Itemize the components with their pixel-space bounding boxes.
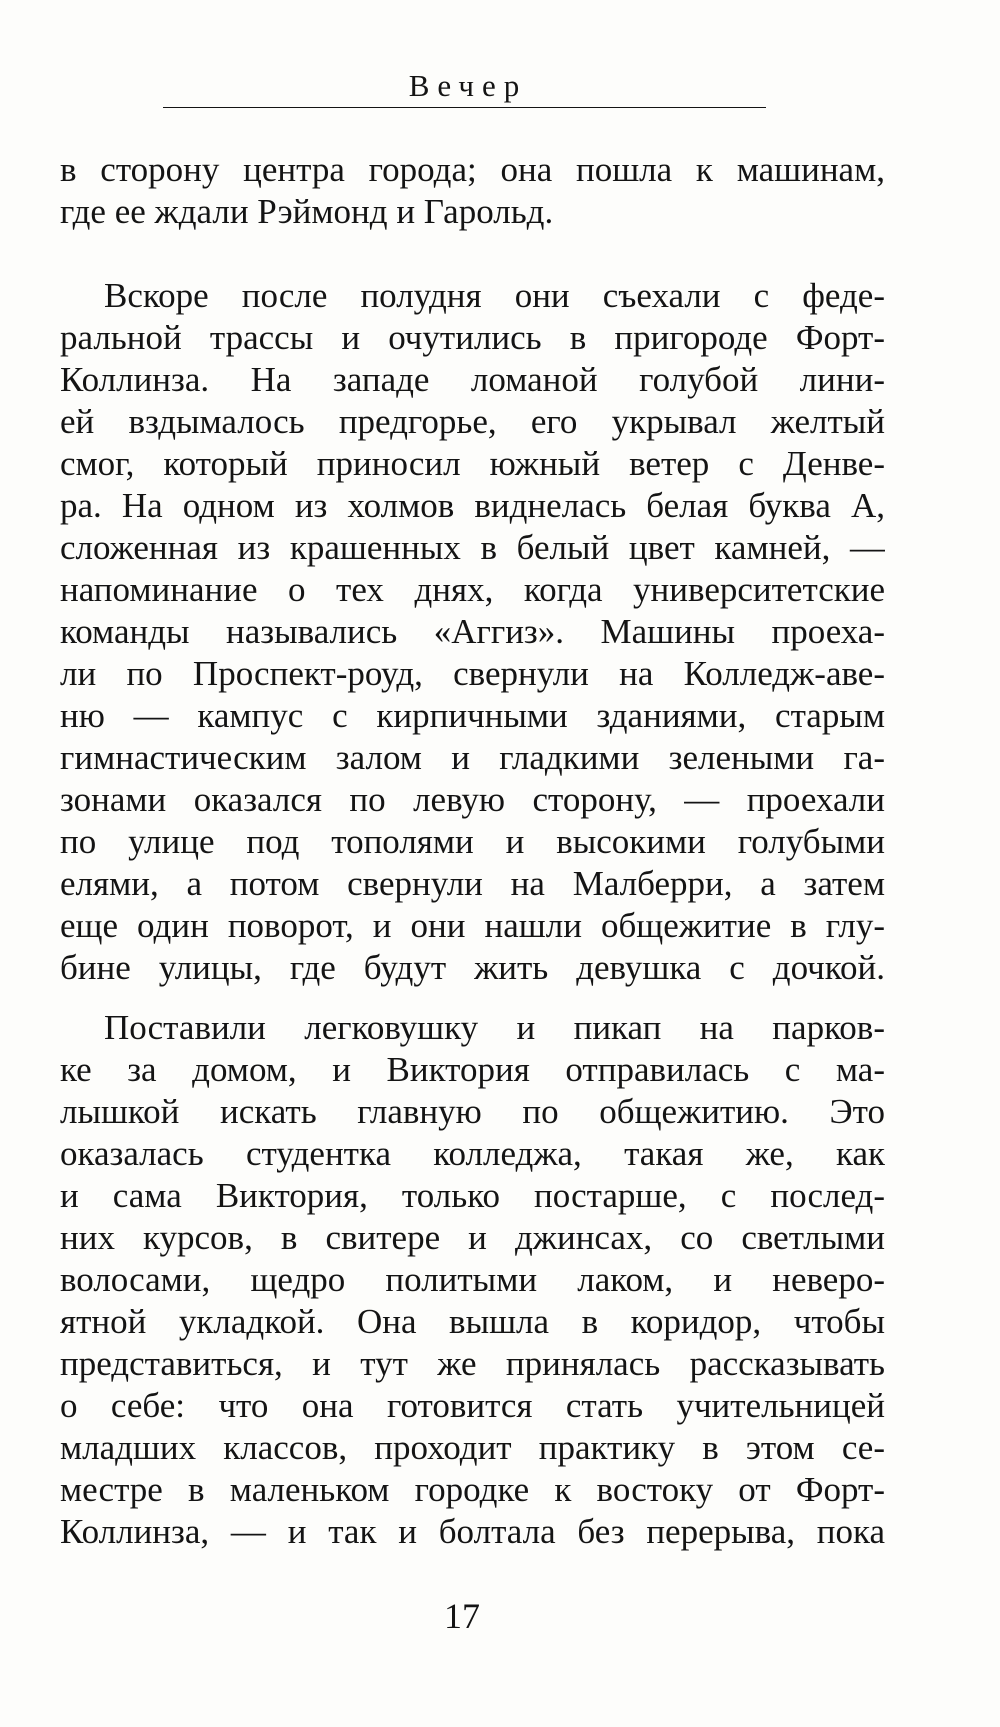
text-line: еще один поворот, и они нашли общежитие в глу- (60, 906, 885, 945)
text-line: ра. На одном из холмов виднелась белая буква А, (60, 486, 885, 525)
text-line: ральной трассы и очутились в пригороде Форт- (60, 318, 885, 357)
text-line: ли по Проспект-роуд, свернули на Колледж-аве- (60, 654, 885, 693)
text-line: младших классов, проходит практику в этом се- (60, 1428, 885, 1467)
text-line: и сама Виктория, только постарше, с послед- (60, 1176, 885, 1215)
text-line: ей вздымалось предгорье, его укрывал желтый (60, 402, 885, 441)
text-line: ке за домом, и Виктория отправилась с ма- (60, 1050, 885, 1089)
text-line: Поставили легковушку и пикап на парков- (104, 1008, 885, 1047)
text-line: Коллинза. На западе ломаной голубой лини- (60, 360, 885, 399)
text-line: них курсов, в свитере и джинсах, со светлыми (60, 1218, 885, 1257)
text-line: елями, а потом свернули на Малберри, а затем (60, 864, 885, 903)
text-line: напоминание о тех днях, когда университетские (60, 570, 885, 609)
text-line: где ее ждали Рэймонд и Гарольд. (60, 192, 554, 231)
text-line: по улице под тополями и высокими голубыми (60, 822, 885, 861)
text-line: оказалась студентка колледжа, такая же, как (60, 1134, 885, 1173)
text-line: лышкой искать главную по общежитию. Это (60, 1092, 885, 1131)
text-line: представиться, и тут же принялась рассказывать (60, 1344, 885, 1383)
page-number: 17 (444, 1596, 480, 1636)
body-text (60, 149, 885, 1553)
text-line: бине улицы, где будут жить девушка с дочкой. (60, 948, 885, 987)
text-line: смог, который приносил южный ветер с Денве- (60, 444, 885, 483)
text-line: ню — кампус с кирпичными зданиями, старым (60, 696, 885, 735)
text-line: волосами, щедро политыми лаком, и неверо- (60, 1260, 885, 1299)
text-line: зонами оказался по левую сторону, — проехали (60, 780, 885, 819)
text-line: гимнастическим залом и гладкими зелеными га- (60, 738, 885, 777)
text-line: Коллинза, — и так и болтала без перерыва, пока (60, 1512, 885, 1551)
running-header: Вечер (408, 68, 528, 103)
text-line: Вскоре после полудня они съехали с феде- (104, 276, 885, 315)
header-rule (163, 107, 766, 108)
text-line: ятной укладкой. Она вышла в коридор, чтобы (60, 1302, 885, 1341)
text-line: о себе: что она готовится стать учительницей (60, 1386, 885, 1425)
text-line: команды назывались «Аггиз». Машины проеха- (60, 612, 885, 651)
paragraph (60, 1007, 885, 1553)
text-line: местре в маленьком городке к востоку от Форт- (60, 1470, 885, 1509)
paragraph (60, 275, 885, 989)
paragraph-continued (60, 149, 885, 233)
text-line: в сторону центра города; она пошла к машинам, (60, 150, 885, 189)
text-line: сложенная из крашенных в белый цвет камней, — (60, 528, 885, 567)
